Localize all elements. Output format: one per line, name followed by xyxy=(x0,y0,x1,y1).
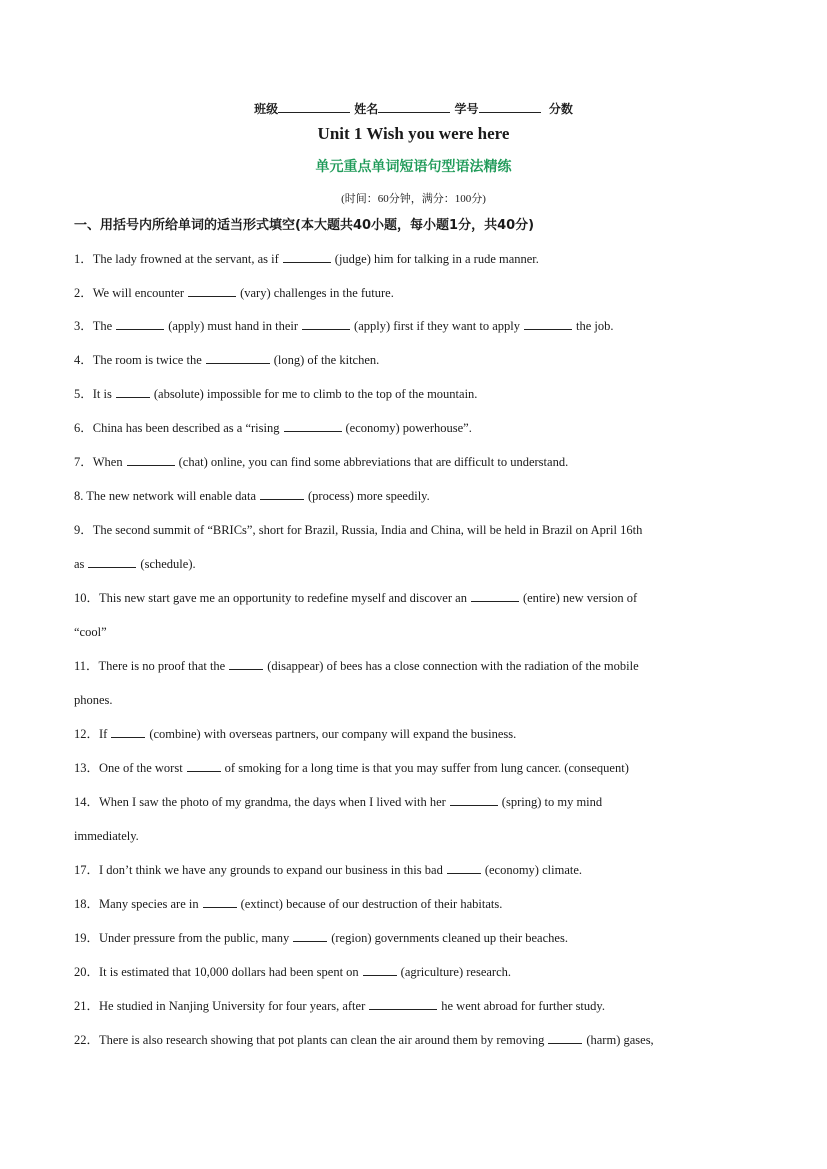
question-item: 6．China has been described as a “rising (economy) powerhouse”. xyxy=(74,421,472,435)
question-item: 5．It is (absolute) impossible for me to climb to the top of the mountain. xyxy=(74,387,478,401)
question-item: 21．He studied in Nanjing University for four years, after he went abroad for further study. xyxy=(74,999,605,1013)
question-item: 4．The room is twice the (long) of the kitchen. xyxy=(74,353,380,367)
answer-blank[interactable] xyxy=(88,555,136,568)
answer-blank[interactable] xyxy=(363,963,397,976)
name-blank[interactable] xyxy=(378,101,450,113)
answer-blank[interactable] xyxy=(302,317,350,330)
question-item: 3．The (apply) must hand in their (apply) first if they want to apply the job. xyxy=(74,319,614,333)
answer-blank[interactable] xyxy=(447,861,481,874)
answer-blank[interactable] xyxy=(548,1031,582,1044)
question-item-continued: phones. xyxy=(74,693,113,707)
student-id-label: 学号 xyxy=(454,102,479,116)
answer-blank[interactable] xyxy=(229,657,263,670)
question-item-continued: “cool” xyxy=(74,625,107,639)
score-label: 分数 xyxy=(548,102,573,116)
question-item-continued: immediately. xyxy=(74,829,139,843)
question-item: 1．The lady frowned at the servant, as if (judge) him for talking in a rude manner. xyxy=(74,252,539,266)
question-item: 20．It is estimated that 10,000 dollars had been spent on (agriculture) research. xyxy=(74,965,512,979)
answer-blank[interactable] xyxy=(188,284,236,297)
question-item: 7．When (chat) online, you can find some abbreviations that are difficult to understand. xyxy=(74,455,569,469)
class-blank[interactable] xyxy=(278,101,350,113)
student-id-blank[interactable] xyxy=(479,101,541,113)
answer-blank[interactable] xyxy=(187,759,221,772)
answer-blank[interactable] xyxy=(111,725,145,738)
question-item: 8. The new network will enable data (process) more speedily. xyxy=(74,489,430,503)
question-item: 14．When I saw the photo of my grandma, the days when I lived with her (spring) to my mind xyxy=(74,795,603,809)
answer-blank[interactable] xyxy=(524,317,572,330)
answer-blank[interactable] xyxy=(127,453,175,466)
answer-blank[interactable] xyxy=(450,793,498,806)
answer-blank[interactable] xyxy=(471,589,519,602)
question-item: 10．This new start gave me an opportunity to redefine myself and discover an (entire) new version of xyxy=(74,591,638,605)
answer-blank[interactable] xyxy=(283,250,331,263)
page-subtitle: 单元重点单词短语句型语法精练 xyxy=(315,159,512,175)
question-item: 18．Many species are in (extinct) because of our destruction of their habitats. xyxy=(74,897,503,911)
name-label: 姓名 xyxy=(354,102,379,116)
question-item: 9．The second summit of “BRICs”, short for Brazil, Russia, India and China, will be held in Brazil on April 16th xyxy=(74,523,643,537)
question-item: 22．There is also research showing that pot plants can clean the air around them by removing (harm) gases, xyxy=(74,1033,654,1047)
answer-blank[interactable] xyxy=(260,487,304,500)
answer-blank[interactable] xyxy=(116,385,150,398)
answer-blank[interactable] xyxy=(206,351,270,364)
page-title: Unit 1 Wish you were here xyxy=(317,124,510,143)
answer-blank[interactable] xyxy=(369,997,437,1010)
question-item: 19．Under pressure from the public, many (region) governments cleaned up their beaches. xyxy=(74,931,568,945)
student-info-line xyxy=(0,100,827,117)
question-item: 2．We will encounter (vary) challenges in the future. xyxy=(74,286,394,300)
answer-blank[interactable] xyxy=(203,895,237,908)
answer-blank[interactable] xyxy=(293,929,327,942)
section-heading: 一、用括号内所给单词的适当形式填空(本大题共40小题，每小题1分，共40分) xyxy=(74,218,535,233)
answer-blank[interactable] xyxy=(284,419,342,432)
question-item: 11．There is no proof that the (disappear) of bees has a close connection with the radiation of the mobile xyxy=(74,659,639,673)
time-score-info: (时间：60分钟，满分：100分) xyxy=(341,193,486,205)
question-item: 17．I don’t think we have any grounds to expand our business in this bad (economy) climate. xyxy=(74,863,583,877)
question-item: 12．If (combine) with overseas partners, our company will expand the business. xyxy=(74,727,517,741)
class-label: 班级 xyxy=(254,102,279,116)
question-item: 13．One of the worst of smoking for a long time is that you may suffer from lung cancer. (consequent) xyxy=(74,761,629,775)
answer-blank[interactable] xyxy=(116,317,164,330)
question-item-continued: as (schedule). xyxy=(74,557,196,571)
